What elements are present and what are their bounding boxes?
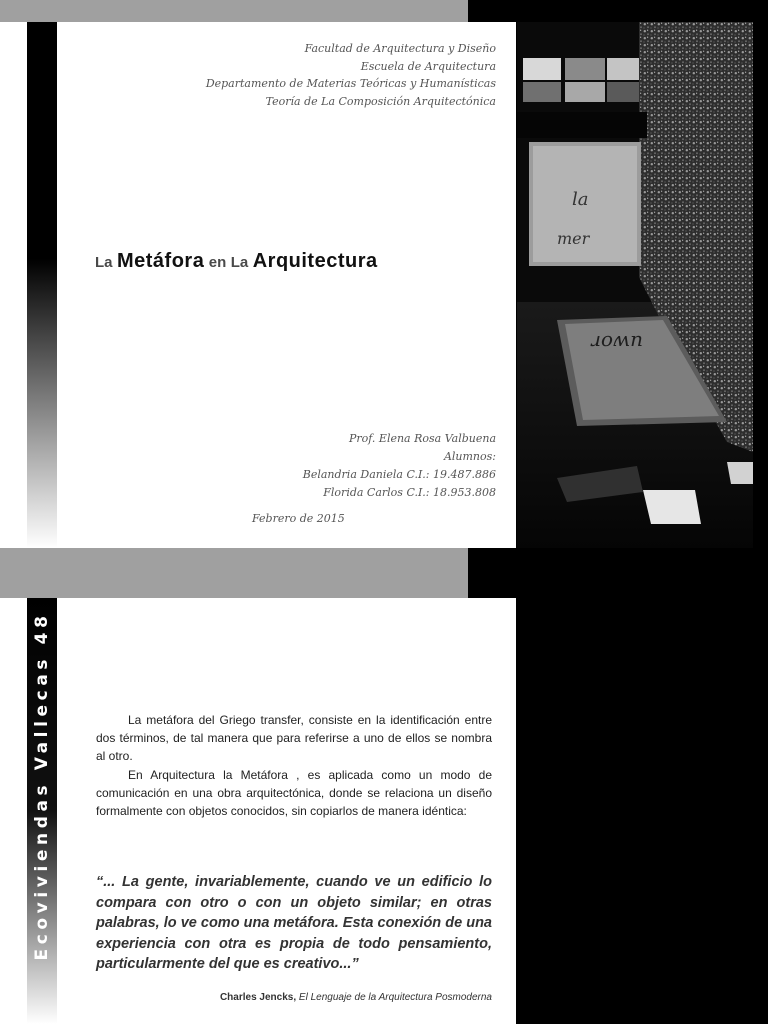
window-pane — [523, 82, 561, 102]
corridor-photo — [517, 22, 753, 548]
window-pane — [565, 82, 605, 102]
light-patch — [727, 462, 753, 484]
window-pane — [607, 58, 639, 80]
window-pane — [565, 58, 605, 80]
cover-gradient-strip — [27, 22, 57, 548]
window-pane — [523, 58, 561, 80]
paragraph: En Arquitectura la Metáfora , es aplicada como un modo de comunicación en una obra arquitectónica, donde se relaciona un diseño formalmente con objetos conocidos, sin copiarlos de manera idéntica: — [96, 768, 492, 818]
institution-line: Departamento de Materias Teóricas y Humanísticas — [205, 77, 496, 90]
credits-block — [303, 430, 496, 502]
citation — [220, 992, 492, 1003]
citation-author: Charles Jencks, — [219, 992, 297, 1003]
citation-work: El Lenguaje de la Arquitectura Posmoderna — [298, 992, 492, 1003]
title-word: Metáfora — [116, 250, 205, 272]
student-name: Belandria Daniela C.I.: 19.487.886 — [302, 468, 496, 481]
students-label: Alumnos: — [443, 450, 496, 463]
scribble-text: la — [572, 189, 589, 210]
scribble-text: mer — [557, 229, 590, 248]
title-word: en — [208, 254, 227, 271]
institution-line: Escuela de Arquitectura — [360, 59, 496, 73]
professor: Prof. Elena Rosa Valbuena — [348, 432, 496, 445]
institution-block — [206, 40, 496, 110]
institution-line: Teoría de La Composición Arquitectónica — [265, 94, 496, 108]
document-date: Febrero de 2015 — [252, 512, 345, 525]
window-pane — [607, 82, 639, 102]
title-word: La — [95, 254, 113, 271]
middle-gray-band — [0, 548, 468, 598]
floor-scribble: uwor — [591, 331, 643, 355]
spine-title: Ecoviviendas Vallecas 48 — [32, 611, 52, 961]
student-name: Florida Carlos C.I.: 18.953.808 — [323, 486, 496, 499]
document-title — [95, 250, 378, 273]
quote: “... La gente, invariablemente, cuando ve un edificio lo compara con otro o con un objeto similar; en otras palabras, lo ve como una metáfora. Esta conexión de una experiencia con otra es propia de todo pensamiento, particularmente del que es creativo...” — [96, 874, 492, 972]
institution-line: Facultad de Arquitectura y Diseño — [304, 42, 496, 55]
top-gray-band — [0, 0, 468, 22]
content-page — [0, 598, 516, 1024]
title-word: La — [230, 254, 249, 271]
paragraph: La metáfora del Griego transfer, consiste en la identificación entre dos términos, de tal manera que para referirse a uno de ellos se nombra al otro. — [96, 713, 492, 763]
light-patch — [643, 490, 701, 524]
title-word: Arquitectura — [252, 250, 378, 272]
cover-page — [0, 22, 516, 548]
